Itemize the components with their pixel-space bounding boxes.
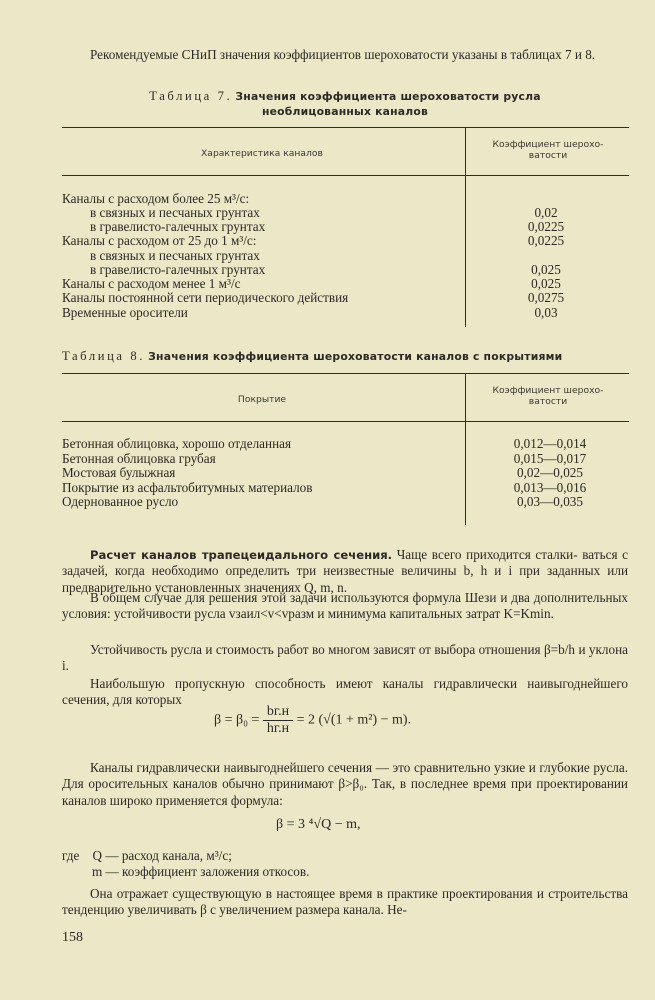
table8-row-value: 0,012—0,014 (513, 436, 587, 451)
section-paragraph-3: Устойчивость русла и стоимость работ во многом зависят от выбора отношения β=b/h и уклона i. (62, 642, 628, 674)
table7-caption-title-1: Значения коэффициента шероховатости русла (235, 90, 541, 103)
table8-caption-title: Значения коэффициента шероховатости каналов с покрытиями (148, 350, 563, 363)
table7-header-characteristic: Характеристика каналов (201, 148, 323, 159)
formula-beta-empirical: β = 3 ⁴√Q − m, (276, 817, 361, 832)
section-paragraph-4: Наибольшую пропускную способность имеют каналы гидравлически наивыгоднейшего сечения, для которых (62, 676, 628, 708)
table8-row-label: Мостовая булыжная (62, 465, 176, 480)
where-label: где (62, 848, 80, 863)
table7-row-label: в связных и песчаных грунтах (90, 248, 260, 263)
table7-row-value: 0,0225 (527, 219, 565, 234)
formula1-numerator: bг.н (263, 704, 293, 721)
formula-beta-optimal (214, 704, 411, 737)
table7-caption (62, 89, 628, 119)
table8-caption (62, 349, 628, 364)
table7-header-coef-line1: Коэффициент шерохо- (492, 139, 604, 150)
table7-row-label: в связных и песчаных грунтах (90, 205, 260, 220)
formula1-fraction (263, 704, 293, 737)
table8-header-coef-line2: ватости (528, 396, 568, 407)
table7-row-label: Временные оросители (62, 305, 188, 320)
formula1-denominator: hг.н (266, 721, 290, 736)
table8-header-coating: Покрытие (237, 394, 287, 405)
table8-row-label: Бетонная облицовка, хорошо отделанная (62, 436, 292, 451)
table8-row-value: 0,013—0,016 (513, 480, 587, 495)
table7-top-rule (62, 127, 629, 128)
table8-header-coefficient (468, 385, 628, 407)
table7-row-value: 0,0275 (527, 290, 565, 305)
table8-row-label: Бетонная облицовка грубая (62, 451, 216, 466)
table8-column-divider (465, 373, 466, 525)
table7-row-value: 0,0225 (527, 233, 565, 248)
table7-column-divider (465, 127, 466, 327)
table7-row-value: 0,025 (531, 262, 561, 277)
where-item-q: Q — расход канала, м³/с; (92, 848, 232, 863)
page-number: 158 (62, 930, 83, 945)
table7-row-label: в гравелисто-галечных грунтах (90, 262, 266, 277)
table7-row-label: в гравелисто-галечных грунтах (90, 219, 266, 234)
formula-legend (62, 848, 628, 881)
table8-row-label: Покрытие из асфальтобитумных материалов (62, 480, 313, 495)
table7-caption-label: Таблица 7. (149, 89, 233, 103)
section-paragraph-5: Каналы гидравлически наивыгоднейшего сечения — это сравнительно узкие и глубокие русла. Для оросительных каналов обычно принимают β>β₀. Так, в последнее время при проектировании каналов широко применяется формула: (62, 760, 628, 808)
table7-row-label: Каналы с расходом от 25 до 1 м³/с: (62, 233, 257, 248)
section-p1-rest: ваться с задачей, когда необходимо определить три неизвестные величины b, h и i при заданных или предварительно установленных значениях Q, m, n. (62, 547, 629, 595)
where-item-m: m — коэффициент заложения откосов. (92, 864, 310, 880)
formula1-lhs: β = β₀ = (214, 712, 260, 728)
table8-row-value: 0,03—0,035 (517, 494, 583, 509)
section-paragraph-1 (62, 547, 628, 596)
table8-header-rule (62, 421, 629, 422)
section-p1-line1: Чаще всего приходится сталки- (396, 547, 578, 562)
section-paragraph-2: В общем случае для решения этой задачи используются формула Шези и два дополнительных условия: устойчивости русла vзаил<v<vразм и минимума капитальных затрат K=Kmin. (62, 590, 628, 622)
table7-caption-title-2: необлицованных каналов (261, 105, 429, 118)
table7-row-label: Каналы постоянной сети периодического действия (62, 290, 349, 305)
section-heading: Расчет каналов трапецеидального сечения. (90, 548, 393, 562)
table7-header-coefficient (468, 139, 628, 161)
table8-row-value: 0,02—0,025 (517, 465, 583, 480)
table8-row-label: Одернованное русло (62, 494, 179, 509)
table7-row-value: 0,02 (534, 205, 558, 220)
formula1-rhs: = 2 (√(1 + m²) − m). (296, 712, 412, 728)
table7-row-label: Каналы с расходом менее 1 м³/с (62, 276, 241, 291)
table8-caption-label: Таблица 8. (62, 349, 146, 363)
table7-header-coef-line2: ватости (528, 150, 568, 161)
table7-header-rule (62, 175, 629, 176)
table8-row-value: 0,015—0,017 (513, 451, 587, 466)
table7-row-value: 0,025 (531, 276, 561, 291)
intro-paragraph: Рекомендуемые СНиП значения коэффициентов шероховатости указаны в таблицах 7 и 8. (90, 47, 596, 62)
table7-row-value: 0,03 (534, 305, 558, 320)
table8-header-coef-line1: Коэффициент шерохо- (492, 385, 604, 396)
section-paragraph-6: Она отражает существующую в настоящее время в практике проектирования и строительства тенденцию увеличивать β с увеличением размера канала. Не- (62, 886, 628, 918)
table8-top-rule (62, 373, 629, 374)
table7-row-label: Каналы с расходом более 25 м³/с: (62, 191, 250, 206)
